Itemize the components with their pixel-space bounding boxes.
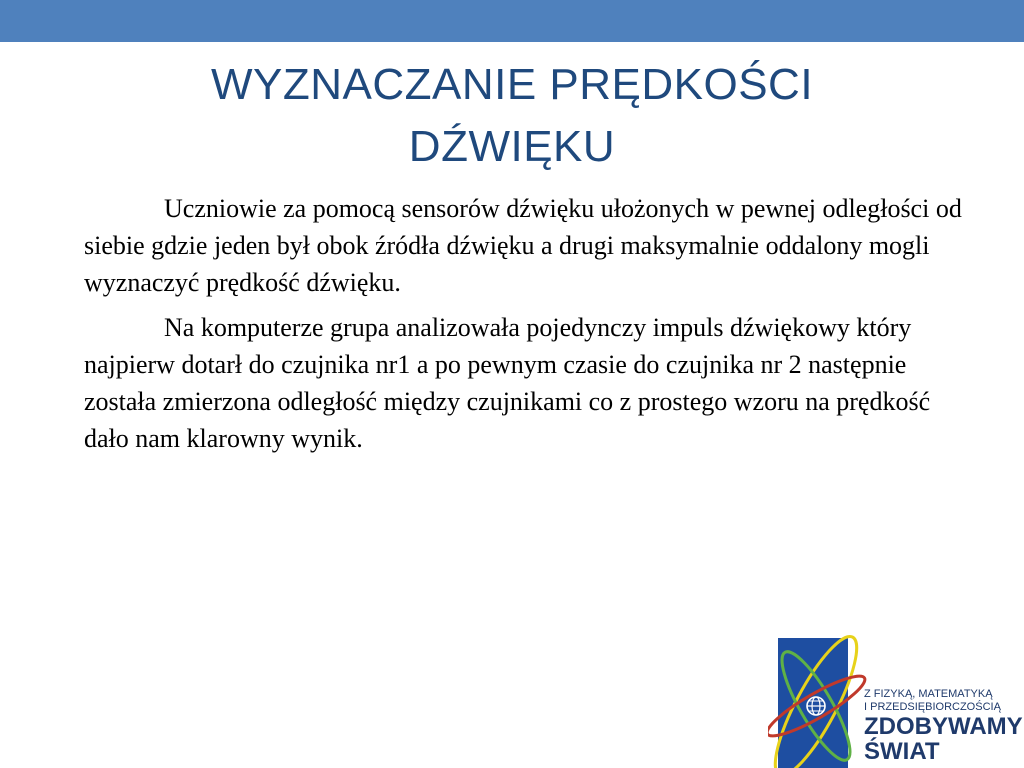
paragraph-1: Uczniowie za pomocą sensorów dźwięku ułożonych w pewnej odległości od siebie gdzie jeden był obok źródła dźwięku a drugi maksymalnie oddalony mogli wyznaczyć prędkość dźwięku. (84, 194, 962, 297)
logo-tagline-line-2: I PRZEDSIĘBIORCZOŚCIĄ (864, 701, 1001, 713)
logo-name-line-1: ZDOBYWAMY (864, 713, 1023, 740)
project-logo (768, 624, 1024, 768)
title-line-2: DŹWIĘKU (408, 122, 616, 171)
slide-title (0, 54, 1024, 178)
top-accent-bar (0, 0, 1024, 42)
title-line-1: WYZNACZANIE PRĘDKOŚCI (210, 60, 814, 109)
logo-tagline-line-1: Z FIZYKĄ, MATEMATYKĄ (864, 688, 993, 700)
logo-name-line-2: ŚWIAT (864, 738, 940, 765)
paragraph-2: Na komputerze grupa analizowała pojedynczy impuls dźwiękowy który najpierw dotarł do czujnika nr1 a po pewnym czasie do czujnika nr 2 następnie została zmierzona odległość między czujnikami co z prostego wzoru na prędkość dało nam klarowny wynik. (84, 313, 931, 453)
slide-body (84, 190, 964, 465)
